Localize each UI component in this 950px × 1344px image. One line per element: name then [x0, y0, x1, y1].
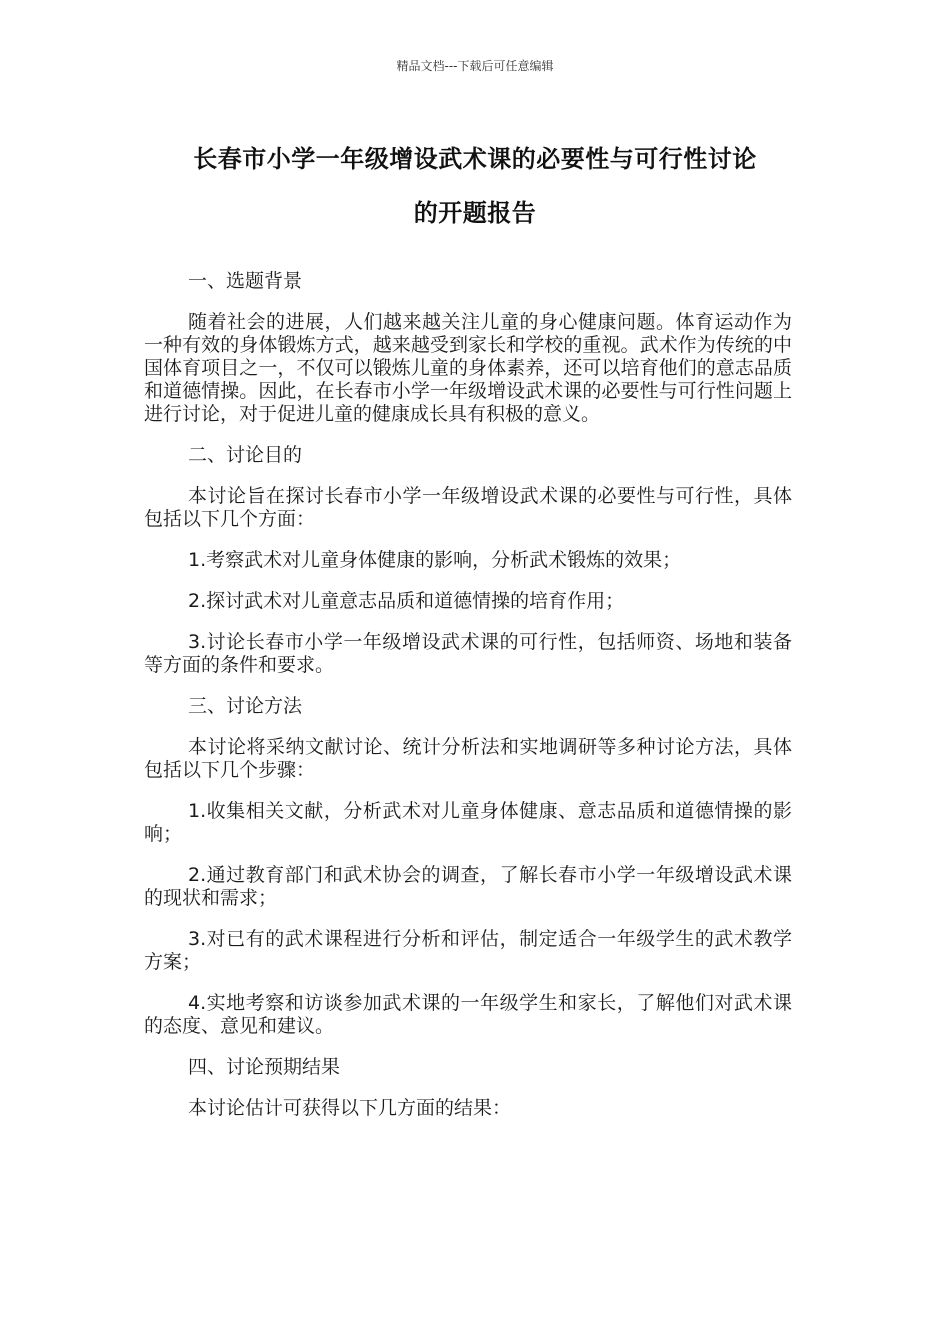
document-title-line-1: 长春市小学一年级增设武术课的必要性与可行性讨论 [193, 145, 757, 173]
document-title-line-2: 的开题报告 [413, 199, 537, 227]
list-item-method: 2.通过教育部门和武术协会的调查，了解长春市小学一年级增设武术课的现状和需求； [144, 864, 792, 909]
list-item-purpose: 3.讨论长春市小学一年级增设武术课的可行性，包括师资、场地和装备等方面的条件和要求。 [144, 631, 792, 676]
paragraph-background: 随着社会的进展，人们越来越关注儿童的身心健康问题。体育运动作为一种有效的身体锻炼方式，越来越受到家长和学校的重视。武术作为传统的中国体育项目之一，不仅可以锻炼儿童的身体素养，还可以培育他们的意志品质和道德情操。因此，在长春市小学一年级增设武术课的必要性与可行性问题上进行讨论，对于促进儿童的健康成长具有积极的意义。 [144, 311, 792, 425]
section-heading-background: 一、选题背景 [188, 270, 303, 292]
header-note: 精品文档---下载后可任意编辑 [396, 59, 554, 73]
paragraph-results-intro: 本讨论估计可获得以下几方面的结果： [188, 1097, 512, 1119]
paragraph-method-intro: 本讨论将采纳文献讨论、统计分析法和实地调研等多种讨论方法，具体包括以下几个步骤： [144, 736, 792, 781]
list-item-method: 3.对已有的武术课程进行分析和评估，制定适合一年级学生的武术教学方案； [144, 928, 792, 973]
section-heading-purpose: 二、讨论目的 [188, 444, 303, 466]
paragraph-purpose-intro: 本讨论旨在探讨长春市小学一年级增设武术课的必要性与可行性，具体包括以下几个方面： [144, 485, 792, 530]
list-item-purpose: 2.探讨武术对儿童意志品质和道德情操的培育作用； [188, 590, 625, 612]
list-item-method: 4.实地考察和访谈参加武术课的一年级学生和家长，了解他们对武术课的态度、意见和建议。 [144, 992, 792, 1037]
list-item-method: 1.收集相关文献，分析武术对儿童身体健康、意志品质和道德情操的影响； [144, 800, 792, 845]
list-item-purpose: 1.考察武术对儿童身体健康的影响，分析武术锻炼的效果； [188, 549, 682, 571]
section-heading-results: 四、讨论预期结果 [188, 1056, 341, 1078]
section-heading-method: 三、讨论方法 [188, 695, 303, 717]
document-body [144, 270, 792, 1138]
